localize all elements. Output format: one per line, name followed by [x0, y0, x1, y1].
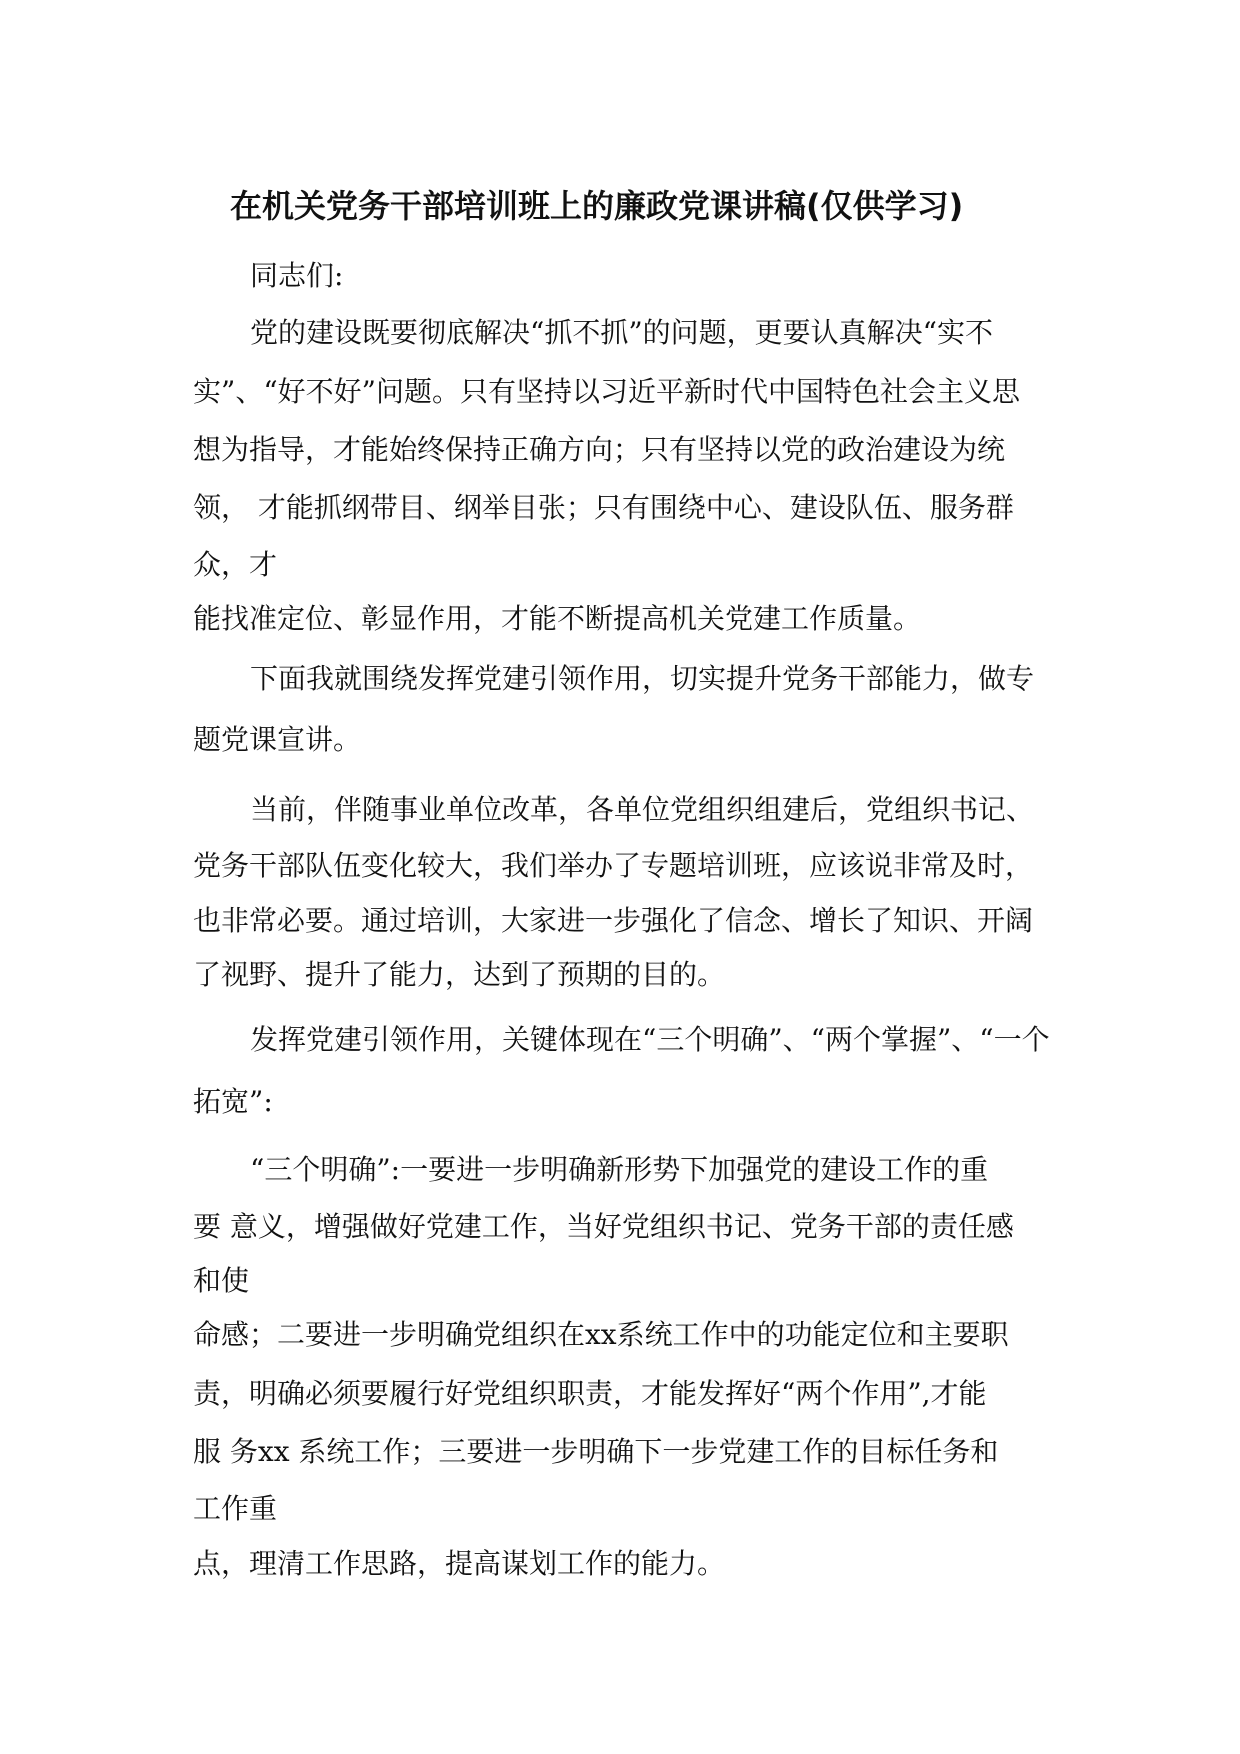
body-line: 众，才 [193, 548, 278, 581]
body-line: 党的建设既要彻底解决“抓不抓”的问题，更要认真解决“实不 [250, 316, 993, 349]
body-line: 想为指导，才能始终保持正确方向；只有坚持以党的政治建设为统 [193, 433, 1006, 466]
body-line: 党务干部队伍变化较大，我们举办了专题培训班，应该说非常及时， [193, 849, 1034, 882]
body-line: 点，理清工作思路，提高谋划工作的能力。 [193, 1547, 726, 1580]
salutation-line: 同志们: [250, 259, 344, 292]
body-line: 下面我就围绕发挥党建引领作用，切实提升党务干部能力，做专 [250, 662, 1035, 695]
body-line: 和使 [193, 1264, 250, 1297]
body-line: 发挥党建引领作用，关键体现在“三个明确”、“两个掌握”、“一个 [250, 1023, 1050, 1056]
body-line: 实”、“好不好”问题。只有坚持以习近平新时代中国特色社会主义思 [193, 375, 1020, 408]
body-line: 要 意义，增强做好党建工作，当好党组织书记、党务干部的责任感 [193, 1210, 1014, 1243]
body-line: “三个明确”:一要进一步明确新形势下加强党的建设工作的重 [250, 1153, 989, 1186]
body-line: 拓宽”: [193, 1085, 273, 1118]
body-line: 服 务xx 系统工作；三要进一步明确下一步党建工作的目标任务和 [193, 1435, 999, 1468]
body-line: 也非常必要。通过培训，大家进一步强化了信念、增长了知识、开阔 [193, 904, 1034, 937]
body-line: 能找准定位、彰显作用，才能不断提高机关党建工作质量。 [193, 602, 922, 635]
body-line: 工作重 [193, 1492, 278, 1525]
body-line: 题党课宣讲。 [193, 723, 362, 756]
body-line: 命感；二要进一步明确党组织在xx系统工作中的功能定位和主要职 [193, 1318, 1009, 1351]
document-title: 在机关党务干部培训班上的廉政党课讲稿(仅供学习) [230, 187, 964, 225]
body-line: 领， 才能抓纲带目、纲举目张；只有围绕中心、建设队伍、服务群 [193, 491, 1014, 524]
body-line: 了视野、提升了能力，达到了预期的目的。 [193, 958, 726, 991]
body-line: 当前，伴随事业单位改革，各单位党组织组建后，党组织书记、 [250, 793, 1035, 826]
body-line: 责，明确必须要履行好党组织职责，才能发挥好“两个作用”,才能 [193, 1377, 987, 1410]
